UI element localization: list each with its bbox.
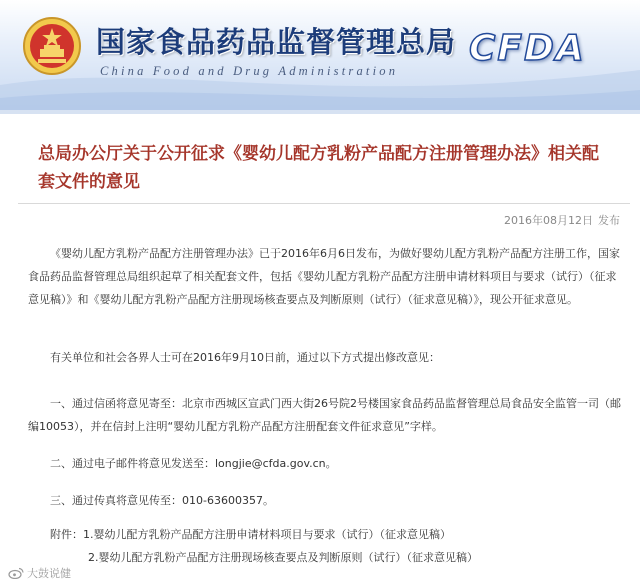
publish-info: [504, 212, 620, 228]
mail-method-paragraph: 一、通过信函将意见寄至：北京市西城区宣武门西大街26号院2号楼国家食品药品监督管理总局食品安全监管一司（邮编10053），并在信封上注明“婴幼儿配方乳粉产品配方注册配套文件征求意见”字样。: [28, 397, 621, 433]
attachment-link[interactable]: 1.婴幼儿配方乳粉产品配方注册申请材料项目与要求（试行）（征求意见稿）: [83, 528, 451, 541]
attachment-item[interactable]: [50, 546, 630, 569]
article-title: 总局办公厅关于公开征求《婴幼儿配方乳粉产品配方注册管理办法》相关配套文件的意见: [38, 144, 599, 192]
watermark-text: 大鼓说健: [27, 567, 71, 580]
banner-bottom-band: [0, 110, 640, 114]
intro-paragraph: 《婴幼儿配方乳粉产品配方注册管理办法》已于2016年6月6日发布，为做好婴幼儿配方乳粉产品配方注册工作，国家食品药品监督管理总局组织起草了相关配套文件，包括《婴幼儿配方乳粉产品配方注册申请材料项目与要求（试行）（征求意见稿）》和《婴幼儿配方乳粉产品配方注册现场核查要点及判断原则（试行）（征求意见稿）》，现公开征求意见。: [28, 247, 620, 306]
weibo-icon: [8, 567, 24, 579]
agency-name-en: China Food and Drug Administration: [100, 64, 399, 78]
deadline-paragraph: 有关单位和社会各界人士可在2016年9月10日前，通过以下方式提出修改意见：: [50, 351, 440, 364]
agency-banner: [0, 0, 640, 110]
attachments-list: [50, 523, 630, 569]
agency-name-cn: 国家食品药品监督管理总局: [96, 25, 457, 59]
attachments-label: 附件：: [50, 528, 83, 541]
national-emblem-icon: [22, 16, 82, 76]
fax-method-paragraph: 三、通过传真将意见传至：010-63600357。: [50, 494, 274, 507]
attachment-item[interactable]: [50, 523, 630, 546]
publish-date: 2016年08月12日: [504, 214, 593, 227]
publish-label: 发布: [598, 214, 620, 227]
email-method-paragraph: 二、通过电子邮件将意见发送至：longjie@cfda.gov.cn。: [50, 457, 337, 470]
cfda-logo: CFDA: [469, 28, 586, 69]
title-divider: [18, 203, 630, 204]
attachment-link[interactable]: 2.婴幼儿配方乳粉产品配方注册现场核查要点及判断原则（试行）（征求意见稿）: [88, 551, 478, 564]
source-watermark: [8, 565, 71, 581]
